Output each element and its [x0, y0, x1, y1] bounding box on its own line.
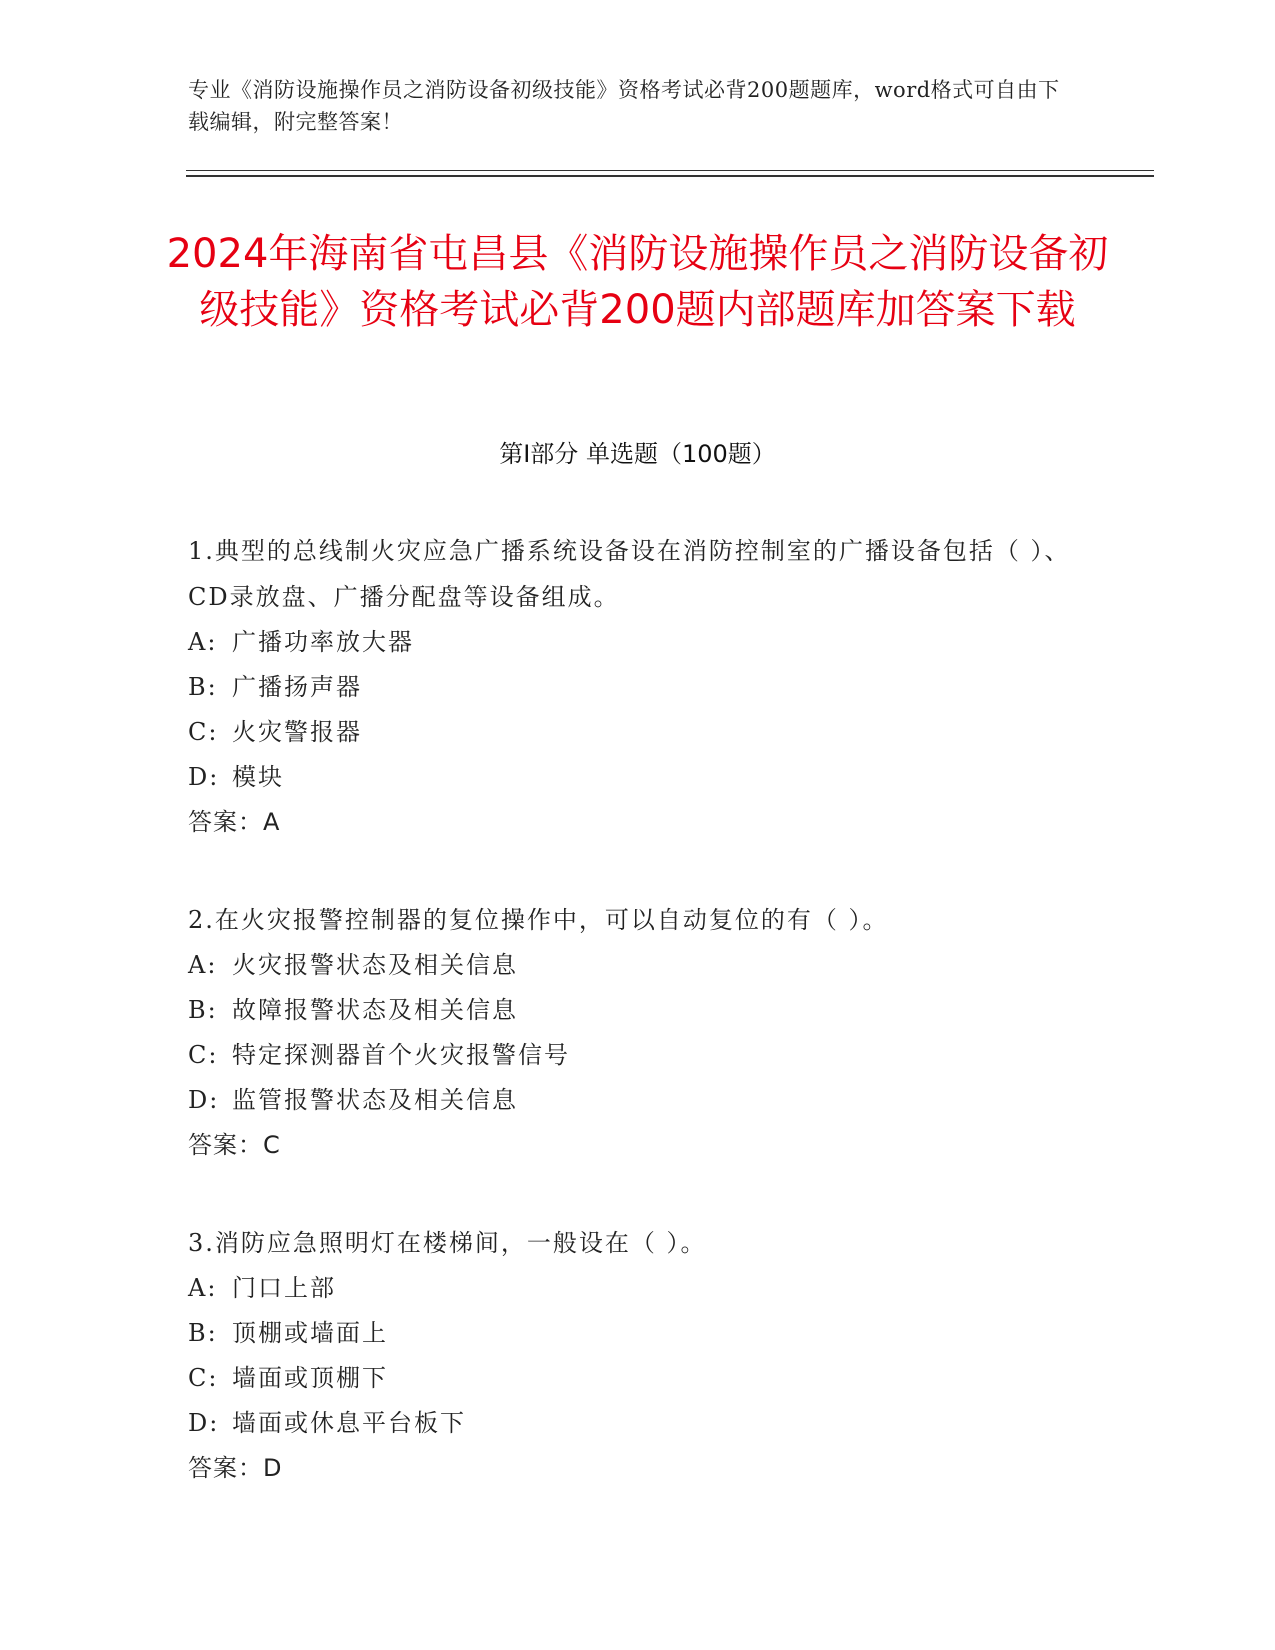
- option-key: C:: [188, 1364, 219, 1392]
- option-d: [188, 755, 1088, 800]
- option-a: [188, 943, 1088, 988]
- option-c: [188, 710, 1088, 755]
- option-text: 门口上部: [232, 1274, 336, 1302]
- option-text: 墙面或休息平台板下: [232, 1409, 466, 1437]
- option-text: 广播功率放大器: [232, 628, 414, 656]
- option-text: 火灾警报器: [232, 718, 362, 746]
- question-stem: 1.典型的总线制火灾应急广播系统设备设在消防控制室的广播设备包括（ ）、CD录放盘、广播分配盘等设备组成。: [188, 537, 1071, 611]
- question-item: [188, 528, 1088, 845]
- option-b: [188, 665, 1088, 710]
- option-key: B:: [188, 673, 218, 701]
- option-d: [188, 1401, 1088, 1446]
- header-note: 专业《消防设施操作员之消防设备初级技能》资格考试必背200题题库，word格式可自由下载编辑，附完整答案！: [188, 78, 1060, 134]
- answer-line: [188, 1123, 1088, 1168]
- option-text: 故障报警状态及相关信息: [232, 996, 518, 1024]
- section-title: 第I部分 单选题（100题）: [499, 440, 776, 468]
- question-item: [188, 1220, 1088, 1491]
- answer-label: 答案：: [188, 1131, 263, 1159]
- option-c: [188, 1033, 1088, 1078]
- option-b: [188, 988, 1088, 1033]
- question-stem: 3.消防应急照明灯在楼梯间，一般设在（ ）。: [188, 1229, 707, 1257]
- option-key: A:: [188, 951, 218, 979]
- answer-value: C: [263, 1131, 281, 1159]
- answer-label: 答案：: [188, 808, 263, 836]
- question-stem: 2.在火灾报警控制器的复位操作中，可以自动复位的有（ ）。: [188, 906, 889, 934]
- option-key: C:: [188, 718, 219, 746]
- option-text: 特定探测器首个火灾报警信号: [232, 1041, 570, 1069]
- option-a: [188, 620, 1088, 665]
- option-text: 墙面或顶棚下: [232, 1364, 388, 1392]
- option-key: B:: [188, 1319, 218, 1347]
- option-key: C:: [188, 1041, 219, 1069]
- option-text: 顶棚或墙面上: [232, 1319, 388, 1347]
- answer-value: D: [263, 1454, 283, 1482]
- question-item: [188, 897, 1088, 1168]
- option-key: A:: [188, 628, 218, 656]
- answer-label: 答案：: [188, 1454, 263, 1482]
- option-key: B:: [188, 996, 218, 1024]
- answer-line: [188, 1446, 1088, 1491]
- option-c: [188, 1356, 1088, 1401]
- document-title: 2024年海南省屯昌县《消防设施操作员之消防设备初级技能》资格考试必背200题内部题库加答案下载: [166, 231, 1109, 333]
- option-b: [188, 1311, 1088, 1356]
- option-key: D:: [188, 1409, 220, 1437]
- option-key: A:: [188, 1274, 218, 1302]
- option-text: 火灾报警状态及相关信息: [232, 951, 518, 979]
- option-text: 广播扬声器: [232, 673, 362, 701]
- header-divider-thin: [186, 170, 1154, 171]
- option-text: 监管报警状态及相关信息: [232, 1086, 518, 1114]
- option-d: [188, 1078, 1088, 1123]
- answer-value: A: [263, 808, 281, 836]
- option-a: [188, 1266, 1088, 1311]
- option-key: D:: [188, 1086, 220, 1114]
- header-divider-thick: [186, 175, 1154, 177]
- option-key: D:: [188, 763, 220, 791]
- option-text: 模块: [232, 763, 284, 791]
- question-list: [188, 528, 1088, 1543]
- answer-line: [188, 800, 1088, 845]
